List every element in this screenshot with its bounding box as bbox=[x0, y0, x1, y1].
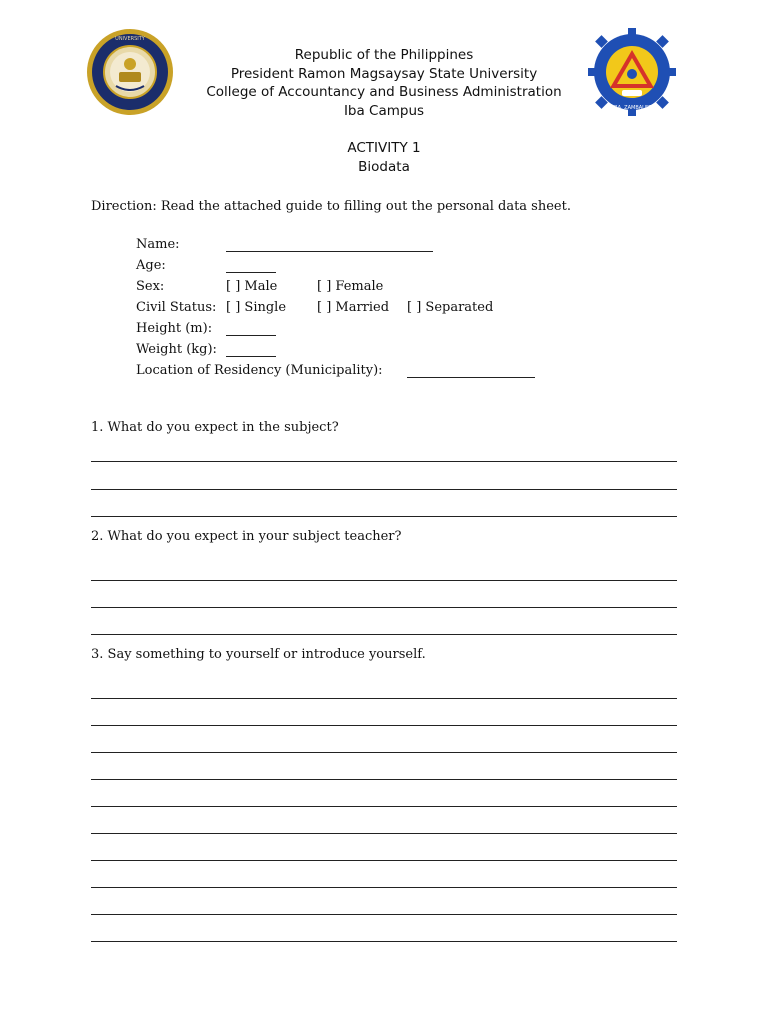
header-college: College of Accountancy and Business Administration bbox=[206, 84, 562, 100]
name-blank[interactable] bbox=[226, 237, 433, 252]
header-republic: Republic of the Philippines bbox=[294, 47, 474, 63]
header-university: President Ramon Magsaysay State University bbox=[230, 65, 538, 82]
civil-option-separated[interactable]: [ ] Separated bbox=[407, 300, 494, 315]
answer-line[interactable] bbox=[91, 461, 677, 462]
answer-line[interactable] bbox=[91, 698, 677, 699]
document-header bbox=[0, 46, 768, 120]
activity-title: ACTIVITY 1 bbox=[347, 140, 421, 156]
answer-line[interactable] bbox=[91, 833, 677, 834]
age-label: Age: bbox=[136, 258, 166, 273]
age-blank[interactable] bbox=[226, 258, 276, 273]
answer-line[interactable] bbox=[91, 607, 677, 608]
sex-label: Sex: bbox=[136, 279, 165, 294]
question-1: 1. What do you expect in the subject? bbox=[91, 420, 339, 435]
question-3: 3. Say something to yourself or introduce yourself. bbox=[91, 647, 426, 662]
name-label: Name: bbox=[136, 237, 180, 252]
answer-line[interactable] bbox=[91, 634, 677, 635]
direction-text: Direction: Read the attached guide to filling out the personal data sheet. bbox=[91, 199, 571, 214]
svg-text:UNIVERSITY: UNIVERSITY bbox=[115, 36, 145, 42]
seal-location-text: IBA, ZAMBALES bbox=[612, 105, 652, 111]
civil-option-single[interactable]: [ ] Single bbox=[226, 300, 287, 315]
answer-line[interactable] bbox=[91, 779, 677, 780]
activity-heading bbox=[0, 139, 768, 177]
civil-status-label: Civil Status: bbox=[136, 300, 217, 315]
answer-line[interactable] bbox=[91, 941, 677, 942]
location-label: Location of Residency (Municipality): bbox=[136, 363, 383, 378]
answer-line[interactable] bbox=[91, 806, 677, 807]
height-label: Height (m): bbox=[136, 321, 213, 336]
sex-option-female[interactable]: [ ] Female bbox=[317, 279, 384, 294]
activity-subtitle: Biodata bbox=[358, 159, 410, 175]
answer-line[interactable] bbox=[91, 725, 677, 726]
answer-line[interactable] bbox=[91, 752, 677, 753]
location-blank[interactable] bbox=[407, 363, 535, 378]
answer-line[interactable] bbox=[91, 914, 677, 915]
answer-line[interactable] bbox=[91, 580, 677, 581]
question-2: 2. What do you expect in your subject teacher? bbox=[91, 529, 402, 544]
height-blank[interactable] bbox=[226, 321, 276, 336]
weight-label: Weight (kg): bbox=[136, 342, 217, 357]
answer-line[interactable] bbox=[91, 489, 677, 490]
header-campus: Iba Campus bbox=[343, 102, 425, 119]
civil-option-married[interactable]: [ ] Married bbox=[317, 300, 390, 315]
answer-line[interactable] bbox=[91, 516, 677, 517]
sex-option-male[interactable]: [ ] Male bbox=[226, 279, 278, 294]
answer-line[interactable] bbox=[91, 887, 677, 888]
answer-line[interactable] bbox=[91, 860, 677, 861]
weight-blank[interactable] bbox=[226, 342, 276, 357]
